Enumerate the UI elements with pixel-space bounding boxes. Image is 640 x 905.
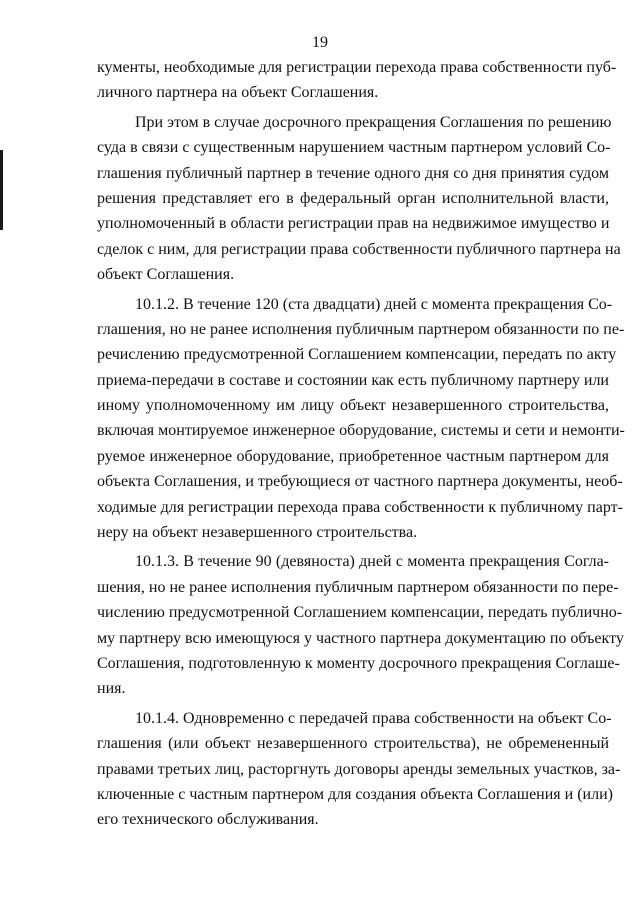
page-number: 19 xyxy=(312,34,328,51)
text-line: иному уполномоченному им лицу объект незавершенного строительства, xyxy=(97,397,609,415)
text-line: При этом в случае досрочного прекращения Соглашения по решению xyxy=(135,113,612,131)
text-line: личного партнера на объект Соглашения. xyxy=(97,84,379,102)
text-line: объект Соглашения. xyxy=(97,266,235,284)
text-line: числению предусмотренной Соглашением компенсации, передать публично- xyxy=(97,604,623,622)
text-line: ходимые для регистрации перехода права собственности к публичному парт- xyxy=(97,498,623,516)
paragraph xyxy=(97,110,621,288)
text-line: глашения публичный партнер в течение одного дня со дня принятия судом xyxy=(97,164,609,182)
text-line: Соглашения, подготовленную к моменту досрочного прекращения Соглаше- xyxy=(97,654,620,672)
text-line: 10.1.3. В течение 90 (девяноста) дней с момента прекращения Согла- xyxy=(135,553,609,571)
paragraph xyxy=(97,706,621,833)
text-line: ключенные с частным партнером для создания объекта Соглашения и (или) xyxy=(97,785,613,803)
text-line: глашения, но не ранее исполнения публичным партнером обязанности по пе- xyxy=(97,320,625,338)
text-line: шения, но не ранее исполнения публичным партнером обязанности по пере- xyxy=(97,578,619,596)
text-line: объекта Соглашения, и требующиеся от частного партнера документы, необ- xyxy=(97,473,623,491)
text-line: правами третьих лиц, расторгнуть договоры аренды земельных участков, за- xyxy=(97,760,621,778)
text-line: решения представляет его в федеральный орган исполнительной власти, xyxy=(97,189,609,207)
text-line: руемое инженерное оборудование, приобретенное частным партнером для xyxy=(97,447,609,465)
text-line: му партнеру всю имеющуюся у частного партнера документацию по объекту xyxy=(97,629,624,647)
paragraph xyxy=(97,549,624,701)
text-line: глашения (или объект незавершенного строительства), не обремененный xyxy=(97,735,609,753)
text-line: 10.1.2. В течение 120 (ста двадцати) дней с момента прекращения Со- xyxy=(135,295,613,313)
document-body xyxy=(97,55,625,833)
paragraph xyxy=(97,292,625,546)
scan-edge-mark xyxy=(0,150,3,230)
text-line: сделок с ним, для регистрации права собственности публичного партнера на xyxy=(97,240,621,258)
text-line: кументы, необходимые для регистрации перехода права собственности пуб- xyxy=(97,59,617,76)
paragraph xyxy=(97,55,617,106)
text-line: суда в связи с существенным нарушением частным партнером условий Со- xyxy=(97,139,611,157)
text-line: уполномоченный в области регистрации прав на недвижимое имущество и xyxy=(97,215,610,233)
text-line: неру на объект незавершенного строительства. xyxy=(97,524,418,542)
text-line: его технического обслуживания. xyxy=(97,811,319,829)
text-line: включая монтируемое инженерное оборудование, системы и сети и немонти- xyxy=(97,422,625,440)
text-line: речислению предусмотренной Соглашением компенсации, передать по акту xyxy=(97,346,617,364)
text-line: ния. xyxy=(97,680,126,698)
text-line: 10.1.4. Одновременно с передачей права собственности на объект Со- xyxy=(135,709,612,727)
text-line: приема-передачи в составе и состоянии как есть публичному партнеру или xyxy=(97,371,609,389)
